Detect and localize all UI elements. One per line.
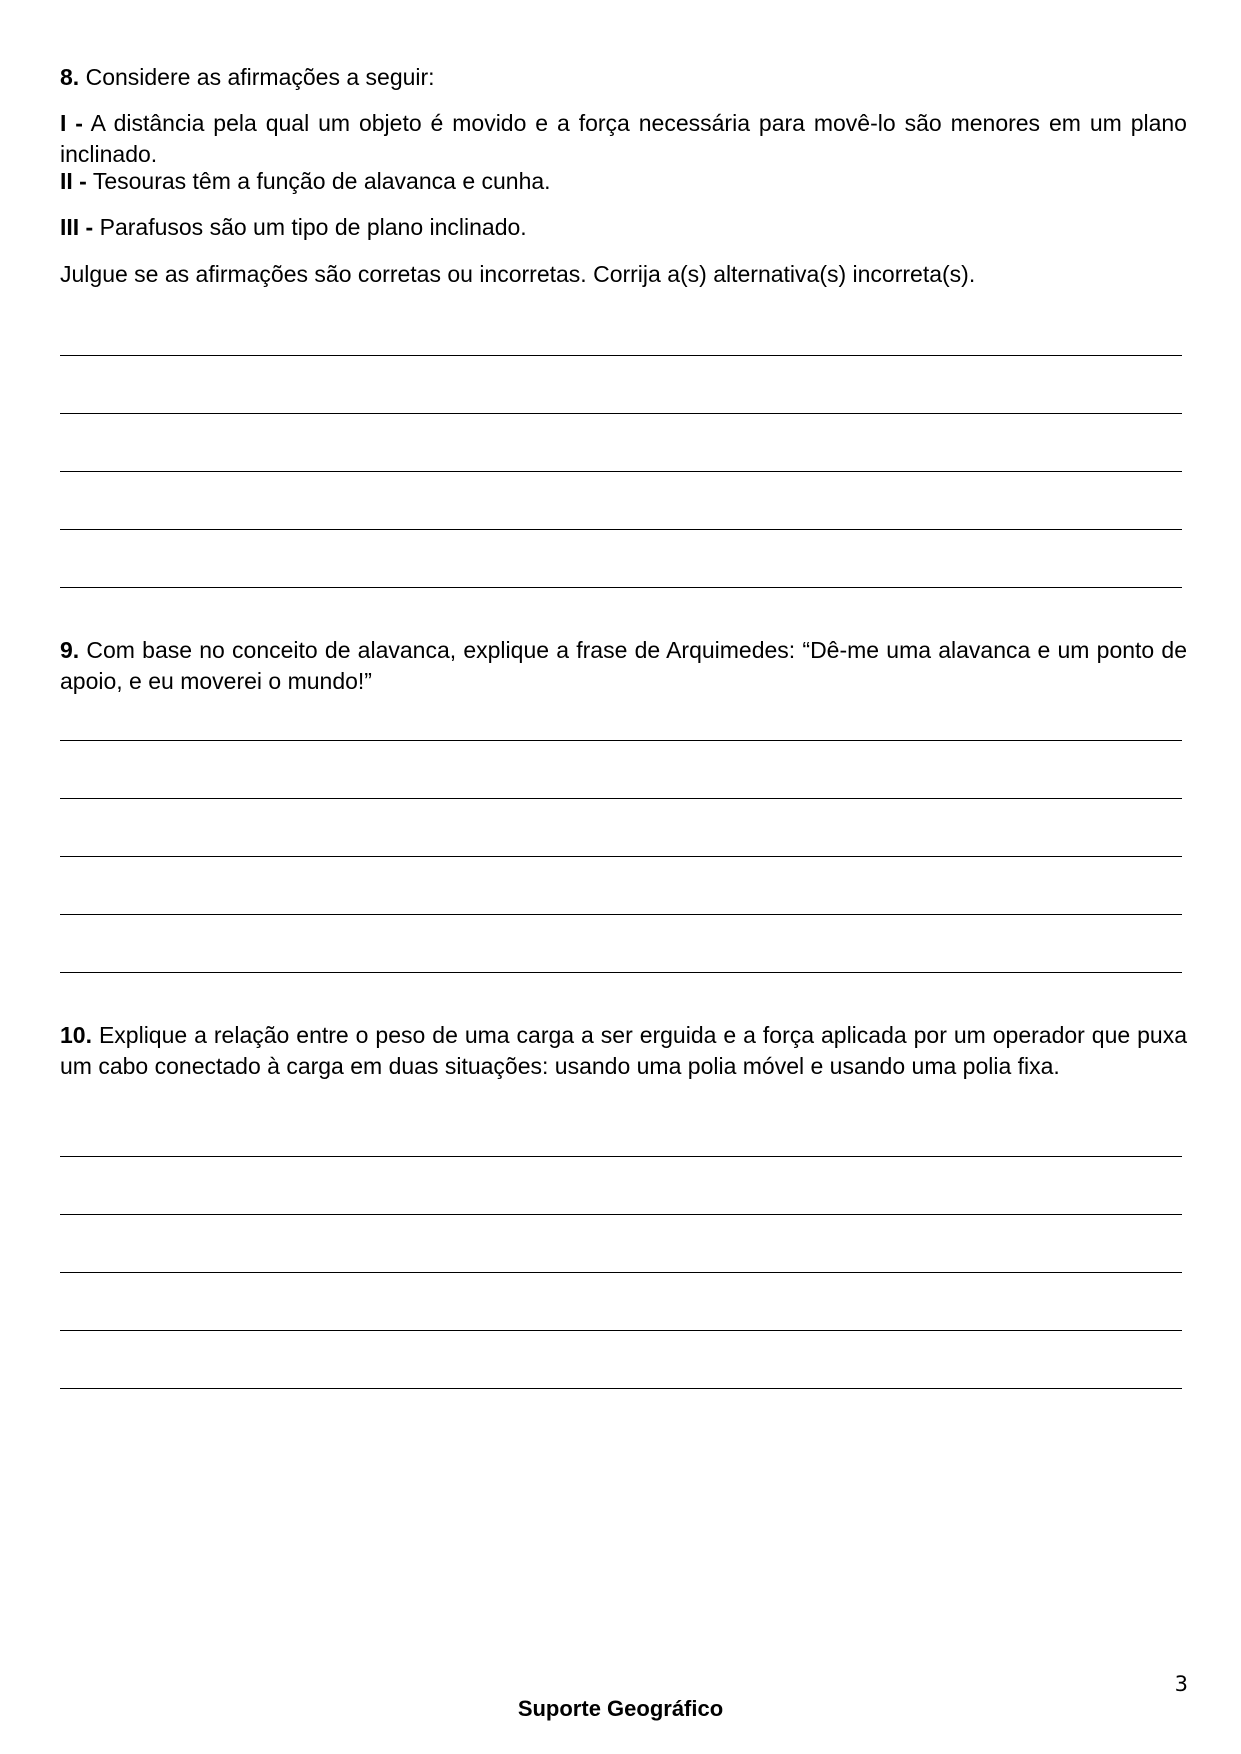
answer-line[interactable]	[60, 798, 1182, 799]
answer-line[interactable]	[60, 914, 1182, 915]
answer-line[interactable]	[60, 856, 1182, 857]
answer-line[interactable]	[60, 1388, 1182, 1389]
statement-2-label: II -	[60, 168, 87, 194]
question-8-instruction: Julgue se as afirmações são corretas ou incorretas. Corrija a(s) alternativa(s) incorreta(s).	[60, 261, 976, 287]
statement-1-text: A distância pela qual um objeto é movido e a força necessária para movê-lo são menores em um plano inclinado.	[60, 110, 1187, 167]
question-8-prompt	[60, 62, 1187, 93]
answer-line[interactable]	[60, 529, 1182, 530]
question-8-number: 8.	[60, 64, 80, 90]
answer-line[interactable]	[60, 587, 1182, 588]
answer-line[interactable]	[60, 1272, 1182, 1273]
answer-line[interactable]	[60, 740, 1182, 741]
question-10-text: Explique a relação entre o peso de uma carga a ser erguida e a força aplicada por um operador que puxa um cabo conectado à carga em duas situações: usando uma polia móvel e usando uma polia fixa.	[60, 1022, 1187, 1079]
footer-title: Suporte Geográfico	[517, 1696, 724, 1721]
question-10	[60, 1020, 1187, 1082]
statement-1-label: I -	[60, 110, 83, 136]
question-9-text: Com base no conceito de alavanca, explique a frase de Arquimedes: “Dê-me uma alavanca e um ponto de apoio, e eu moverei o mundo!”	[60, 637, 1187, 694]
question-8-prompt-text: Considere as afirmações a seguir:	[79, 64, 435, 90]
question-10-number: 10.	[60, 1022, 92, 1048]
question-9-number: 9.	[60, 637, 80, 663]
answer-line[interactable]	[60, 1214, 1182, 1215]
statement-1	[60, 108, 1187, 170]
statement-2	[60, 166, 1187, 197]
answer-line[interactable]	[60, 1156, 1182, 1157]
answer-line[interactable]	[60, 1330, 1182, 1331]
statement-3	[60, 212, 1187, 243]
answer-line[interactable]	[60, 471, 1182, 472]
answer-line[interactable]	[60, 413, 1182, 414]
statement-3-text: Parafusos são um tipo de plano inclinado.	[93, 214, 527, 240]
answer-line[interactable]	[60, 972, 1182, 973]
answer-line[interactable]	[60, 355, 1182, 356]
statement-2-text: Tesouras têm a função de alavanca e cunha.	[86, 168, 551, 194]
statement-3-label: III -	[60, 214, 94, 240]
page-number: 3	[1174, 1672, 1188, 1696]
question-9	[60, 635, 1187, 697]
